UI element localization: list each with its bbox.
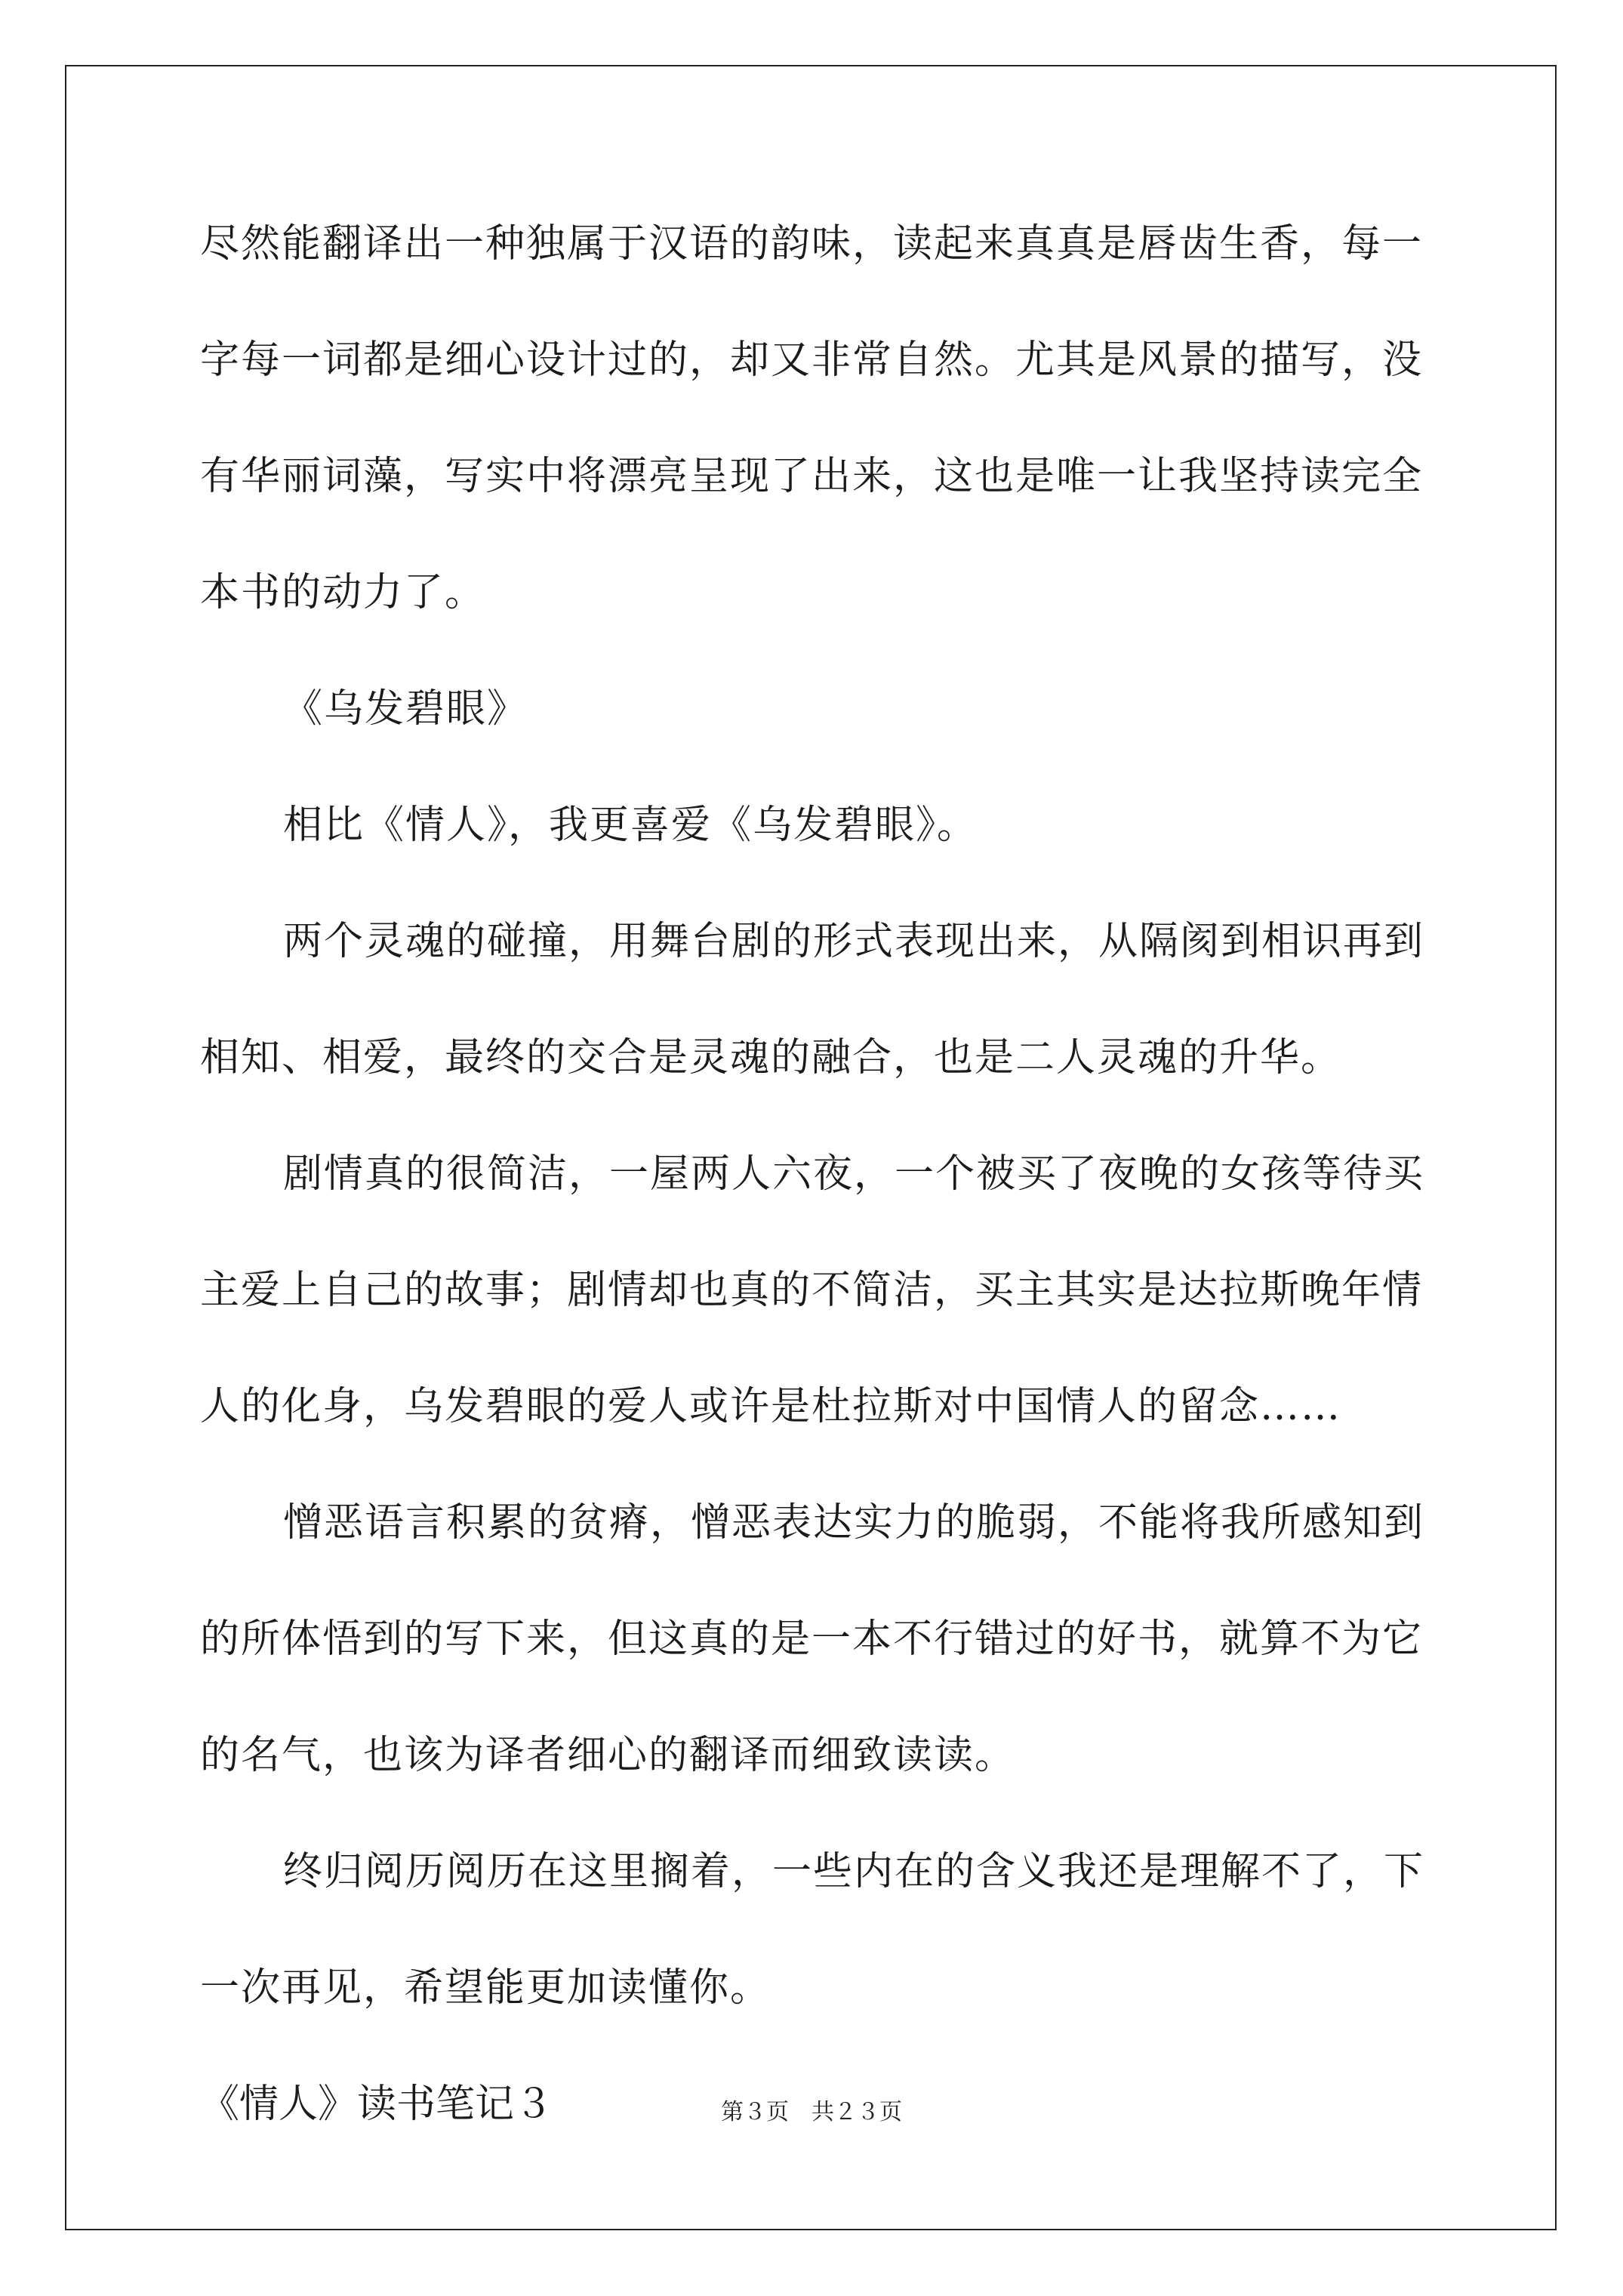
- paragraph-line: 相知、相爱，最终的交合是灵魂的融合，也是二人灵魂的升华。: [200, 1035, 1342, 1080]
- paragraph-line: 终归阅历阅历在这里搁着，一些内在的含义我还是理解不了，下: [283, 1849, 1425, 1894]
- paragraph-line: 主爱上自己的故事；剧情却也真的不简洁，买主其实是达拉斯晚年情: [200, 1268, 1424, 1313]
- paragraph-line: 憎恶语言积累的贫瘠，憎恶表达实力的脆弱，不能将我所感知到: [283, 1500, 1425, 1546]
- paragraph-line: 字每一词都是细心设计过的，却又非常自然。尤其是风景的描写，没: [200, 337, 1424, 383]
- paragraph-line: 两个灵魂的碰撞，用舞台剧的形式表现出来，从隔阂到相识再到: [283, 919, 1425, 964]
- book-subtitle: 《乌发碧眼》: [283, 686, 528, 732]
- paragraph-line: 有华丽词藻，写实中将漂亮呈现了出来，这也是唯一让我坚持读完全: [200, 454, 1424, 499]
- section-heading: 《情人》读书笔记３: [200, 2082, 554, 2127]
- paragraph-line: 一次再见，希望能更加读懂你。: [200, 1965, 771, 2011]
- paragraph-line: 人的化身，乌发碧眼的爱人或许是杜拉斯对中国情人的留念……: [200, 1384, 1342, 1429]
- paragraph-line: 尽然能翻译出一种独属于汉语的韵味，读起来真真是唇齿生香，每一: [200, 221, 1424, 267]
- paragraph-line: 的所体悟到的写下来，但这真的是一本不行错过的好书，就算不为它: [200, 1616, 1424, 1662]
- paragraph-line: 剧情真的很简洁，一屋两人六夜，一个被买了夜晚的女孩等待买: [283, 1151, 1425, 1197]
- paragraph-line: 本书的动力了。: [200, 570, 486, 615]
- page-number-footer: 第３页 共２３页: [721, 2099, 902, 2125]
- paragraph-line: 的名气，也该为译者细心的翻译而细致读读。: [200, 1733, 1016, 1778]
- paragraph-line: 相比《情人》，我更喜爱《乌发碧眼》。: [283, 803, 978, 848]
